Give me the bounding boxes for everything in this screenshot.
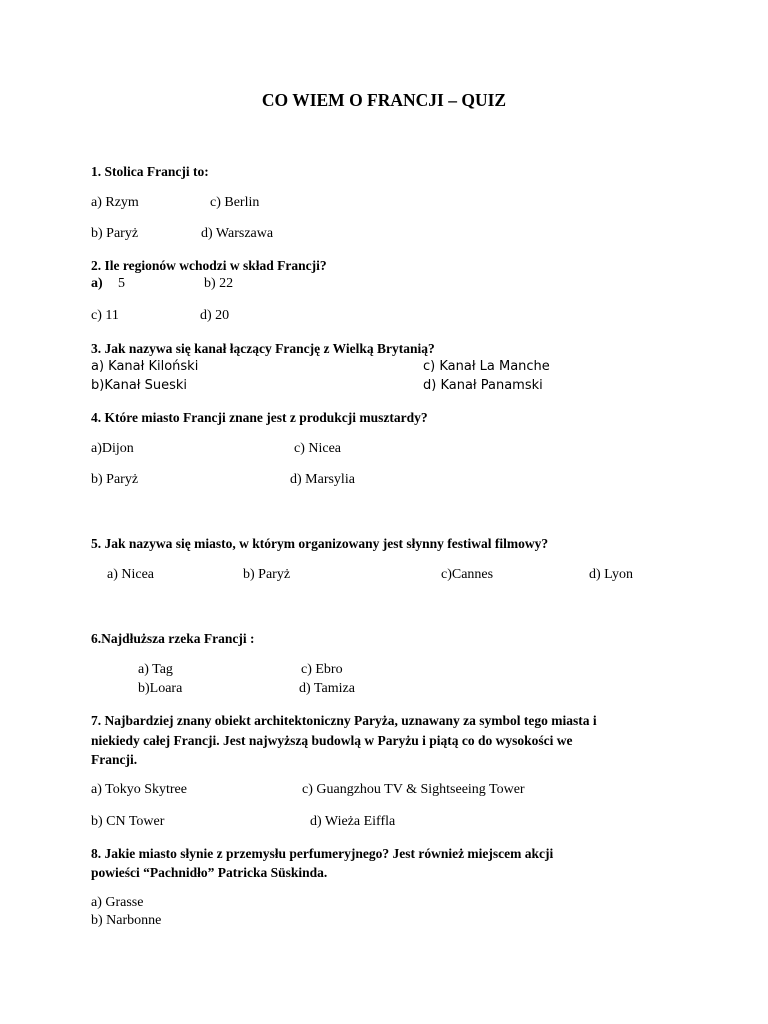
q3-answer-c: c) Kanał La Manche bbox=[423, 359, 550, 374]
q7-answer-c: c) Guangzhou TV & Sightseeing Tower bbox=[302, 782, 525, 797]
question-2: 2. Ile regionów wchodzi w skład Francji? bbox=[91, 258, 327, 273]
page-title: CO WIEM O FRANCJI – QUIZ bbox=[261, 90, 507, 110]
question-8-line-1: 8. Jakie miasto słynie z przemysłu perfumeryjnego? Jest również miejscem akcji bbox=[91, 846, 554, 861]
q2-answer-a-value: 5 bbox=[118, 276, 125, 291]
question-5: 5. Jak nazywa się miasto, w którym organizowany jest słynny festiwal filmowy? bbox=[91, 536, 549, 551]
q4-answer-b: b) Paryż bbox=[91, 472, 139, 487]
question-7-line-3: Francji. bbox=[91, 752, 138, 767]
q5-answer-b: b) Paryż bbox=[243, 567, 291, 582]
q2-answer-a-letter: a) bbox=[91, 276, 103, 291]
q3-answer-a: a) Kanał Kiloński bbox=[91, 359, 199, 374]
q2-answer-b: b) 22 bbox=[204, 276, 234, 291]
q4-answer-d: d) Marsylia bbox=[290, 472, 355, 487]
q1-answer-c: c) Berlin bbox=[210, 195, 260, 210]
question-6: 6.Najdłuższa rzeka Francji : bbox=[91, 631, 255, 646]
q4-answer-a: a)Dijon bbox=[91, 441, 134, 456]
question-4: 4. Które miasto Francji znane jest z produkcji musztardy? bbox=[91, 410, 428, 425]
q3-answer-d: d) Kanał Panamski bbox=[423, 378, 543, 393]
question-1: 1. Stolica Francji to: bbox=[91, 164, 209, 179]
q5-answer-c: c)Cannes bbox=[441, 567, 494, 582]
q8-answer-b: b) Narbonne bbox=[91, 913, 162, 928]
q6-answer-a: a) Tag bbox=[138, 662, 173, 677]
q5-answer-a: a) Nicea bbox=[107, 567, 155, 582]
q1-answer-d: d) Warszawa bbox=[201, 226, 274, 241]
q6-answer-b: b)Loara bbox=[138, 681, 183, 696]
question-8-line-2: powieści “Pachnidło” Patricka Süskinda. bbox=[91, 865, 328, 880]
q7-answer-b: b) CN Tower bbox=[91, 814, 165, 829]
q2-answer-c: c) 11 bbox=[91, 308, 119, 323]
question-7-line-2: niekiedy całej Francji. Jest najwyższą budowlą w Paryżu i piątą co do wysokości we bbox=[91, 733, 573, 748]
q6-answer-c: c) Ebro bbox=[301, 662, 343, 677]
q3-answer-b: b)Kanał Sueski bbox=[91, 378, 188, 393]
question-7-line-1: 7. Najbardziej znany obiekt architektoniczny Paryża, uznawany za symbol tego miasta i bbox=[91, 713, 597, 728]
q7-answer-d: d) Wieża Eiffla bbox=[310, 814, 396, 829]
q7-answer-a: a) Tokyo Skytree bbox=[91, 782, 187, 797]
q2-answer-d: d) 20 bbox=[200, 308, 230, 323]
q6-answer-d: d) Tamiza bbox=[299, 681, 355, 696]
question-3: 3. Jak nazywa się kanał łączący Francję z Wielką Brytanią? bbox=[91, 341, 435, 356]
q4-answer-c: c) Nicea bbox=[294, 441, 342, 456]
q5-answer-d: d) Lyon bbox=[589, 567, 633, 582]
q8-answer-a: a) Grasse bbox=[91, 895, 144, 910]
q1-answer-b: b) Paryż bbox=[91, 226, 139, 241]
q1-answer-a: a) Rzym bbox=[91, 195, 139, 210]
